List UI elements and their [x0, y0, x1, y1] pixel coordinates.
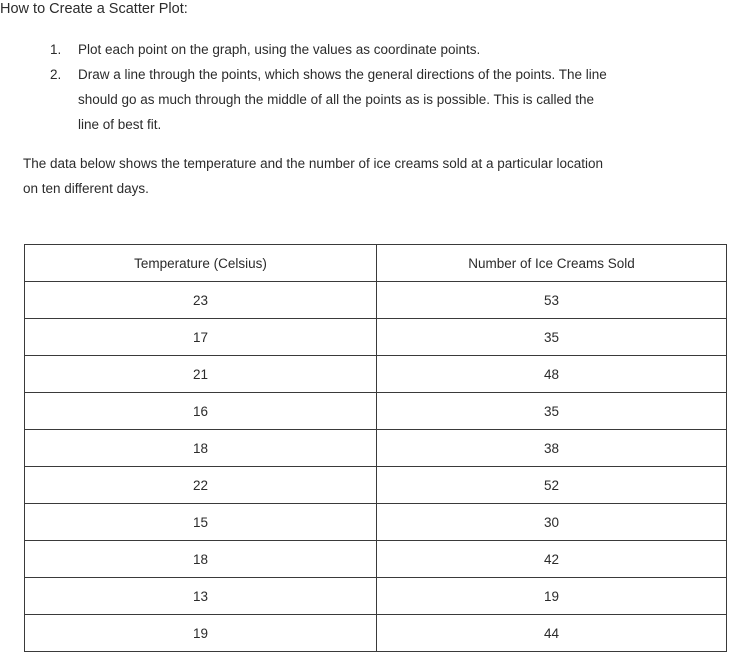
table-row [25, 282, 727, 319]
data-table [24, 244, 727, 652]
cell-ice-creams-sold: 52 [377, 467, 727, 504]
cell-temperature: 16 [25, 393, 377, 430]
table-row [25, 578, 727, 615]
instruction-steps [50, 37, 730, 137]
cell-temperature: 23 [25, 282, 377, 319]
table-row [25, 467, 727, 504]
table-row [25, 393, 727, 430]
cell-temperature: 17 [25, 319, 377, 356]
table-row [25, 541, 727, 578]
step-text: Draw a line through the points, which shows the general directions of the points. The line [78, 67, 607, 82]
cell-temperature: 22 [25, 467, 377, 504]
cell-ice-creams-sold: 44 [377, 615, 727, 652]
step-text: Plot each point on the graph, using the values as coordinate points. [78, 42, 481, 57]
table-header-row [25, 245, 727, 282]
cell-temperature: 18 [25, 541, 377, 578]
cell-temperature: 18 [25, 430, 377, 467]
cell-ice-creams-sold: 19 [377, 578, 727, 615]
cell-temperature: 15 [25, 504, 377, 541]
table-row [25, 319, 727, 356]
cell-temperature: 21 [25, 356, 377, 393]
table-row [25, 615, 727, 652]
header-ice-creams-sold: Number of Ice Creams Sold [377, 245, 727, 282]
intro-paragraph [23, 151, 733, 201]
cell-temperature: 19 [25, 615, 377, 652]
intro-line: The data below shows the temperature and the number of ice creams sold at a particular location [23, 156, 604, 171]
cell-ice-creams-sold: 30 [377, 504, 727, 541]
cell-ice-creams-sold: 42 [377, 541, 727, 578]
cell-ice-creams-sold: 48 [377, 356, 727, 393]
cell-ice-creams-sold: 38 [377, 430, 727, 467]
step-number: 1. [50, 42, 62, 57]
table-row [25, 356, 727, 393]
cell-ice-creams-sold: 35 [377, 393, 727, 430]
step-text: should go as much through the middle of all the points as is possible. This is called the [78, 92, 595, 107]
header-temperature: Temperature (Celsius) [25, 245, 377, 282]
page-title: How to Create a Scatter Plot: [0, 1, 188, 17]
step-text: line of best fit. [78, 117, 162, 132]
step-item [50, 37, 730, 62]
cell-ice-creams-sold: 53 [377, 282, 727, 319]
table-row [25, 504, 727, 541]
step-number: 2. [50, 67, 62, 82]
step-item [50, 62, 730, 137]
table-row [25, 430, 727, 467]
cell-ice-creams-sold: 35 [377, 319, 727, 356]
cell-temperature: 13 [25, 578, 377, 615]
intro-line: on ten different days. [23, 181, 149, 196]
